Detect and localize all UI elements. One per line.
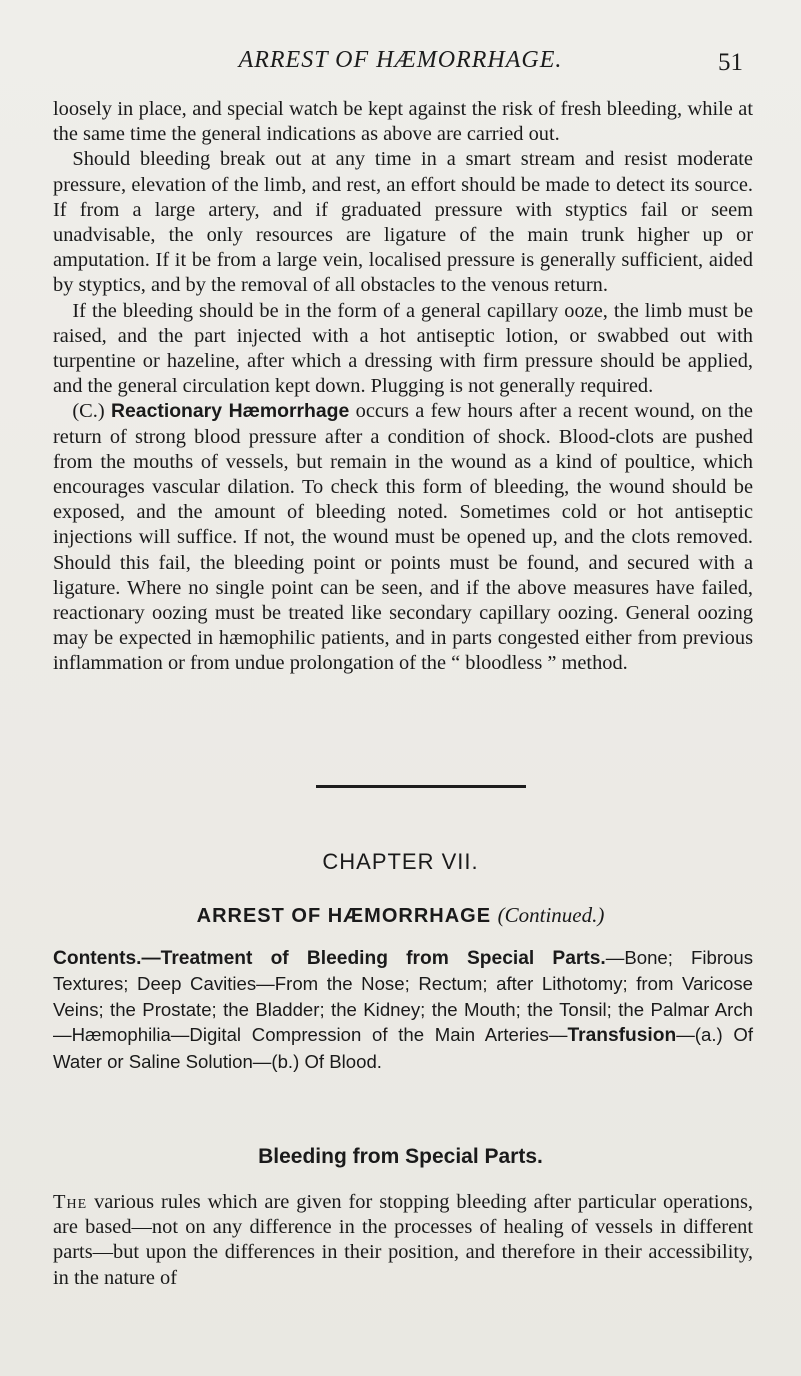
contents-topic: Treatment of Bleeding from Special Parts. xyxy=(160,948,606,969)
reactionary-text: occurs a few hours after a recent wound, on the return of strong blood pressure after a condition of shock. Blood-clots are pushed from the mouths of vessels, but remain in the wound as a kind of poultice, which encourages vascular dilation. To check this form of bleeding, the wound should be exposed, and the amount of bleeding noted. Sometimes cold or hot antiseptic injections will suffice. If not, the wound must be opened up, and the clots removed. Should this fail, the bleeding point or points must be found, and secured with a ligature. Where no single point can be seen, and if the above measures have failed, reactionary oozing must be treated like secondary capillary oozing. General oozing may be expected in hæmophilic patients, and in parts congested either from previous inflammation or from undue prolongation of the “ bloodless ” method. xyxy=(53,400,753,675)
contents-topic: Transfusion xyxy=(567,1025,677,1047)
section-text: various rules which are given for stopping bleeding after particular operations, are based—not on any difference in the processes of healing of vessels in different parts—but upon the differences in their position, and therefore in their accessibility, in the nature of xyxy=(53,1191,753,1289)
contents-text: —Bone; Fibrous Textures; Deep Cavities—From the Nose; Rectum; after Lithotomy; from Varicose Veins; the Prostate; the Bladder; the Kidney; the Mouth; the Tonsil; the Palmar Arch—Hæmophilia—Digital Compression of the Main Arteries— xyxy=(53,947,753,1046)
contents-text: —(a.) Of Water or Saline Solution—(b.) Of Blood. xyxy=(53,1024,754,1072)
body-text xyxy=(53,97,753,677)
contents-label: Contents.— xyxy=(53,948,161,969)
reactionary-heading: Reactionary Hæmorrhage xyxy=(111,400,350,423)
section-label: (C.) xyxy=(72,400,105,423)
section-divider xyxy=(316,785,526,788)
lead-in: The xyxy=(53,1191,88,1213)
paragraph: loosely in place, and special watch be kept against the risk of fresh bleeding, while at the same time the general indications as above are carried out. xyxy=(53,98,753,146)
chapter-number: CHAPTER VII. xyxy=(322,849,479,874)
page-number: 51 xyxy=(718,49,743,76)
chapter-title xyxy=(0,903,801,928)
section-paragraph xyxy=(53,1190,753,1291)
running-title: ARREST OF HÆMORRHAGE. xyxy=(238,47,563,73)
chapter-continued: (Continued.) xyxy=(497,903,605,927)
page-header xyxy=(0,45,801,85)
paragraph: Should bleeding break out at any time in a smart stream and resist moderate pressure, elevation of the limb, and rest, an effort should be made to detect its source. If from a large artery, and if graduated pressure with styptics fail or seem unadvisable, the only resources are ligature of the main trunk higher up or amputation. If it be from a large vein, localised pressure is generally sufficient, aided by styptics, and by the removal of all obstacles to the venous return. xyxy=(53,148,753,297)
chapter-contents xyxy=(53,945,753,1074)
reactionary-paragraph xyxy=(53,399,753,676)
section-heading: Bleeding from Special Parts. xyxy=(258,1145,543,1168)
paragraph: If the bleeding should be in the form of a general capillary ooze, the limb must be raised, and the part injected with a hot antiseptic lotion, or swabbed out with turpentine or hazeline, after which a dressing with firm pressure should be applied, and the general circulation kept down. Plugging is not generally required. xyxy=(53,299,753,398)
chapter-title-text: ARREST OF HÆMORRHAGE xyxy=(196,905,492,927)
